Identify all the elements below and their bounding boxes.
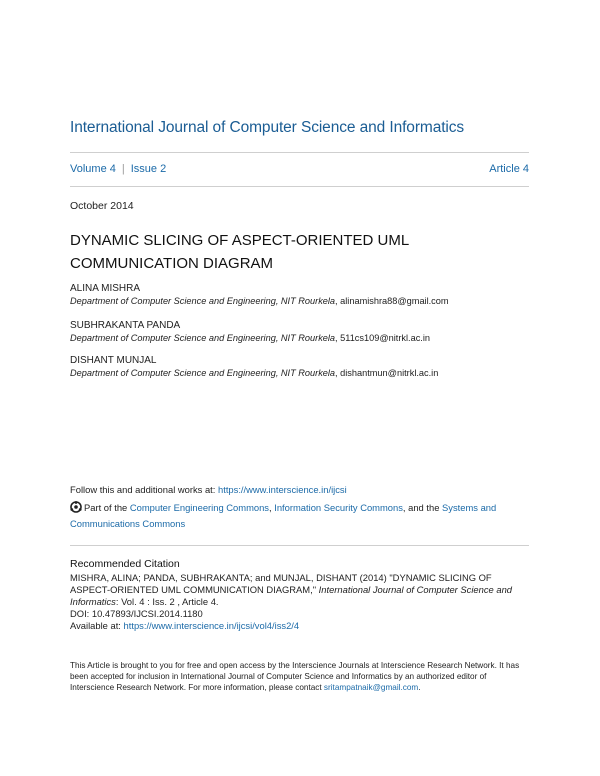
issue-row xyxy=(70,163,529,175)
citation-doi: DOI: 10.47893/IJCSI.2014.1180 xyxy=(70,608,203,619)
network-commons-icon xyxy=(70,501,82,513)
citation-heading: Recommended Citation xyxy=(70,558,180,570)
article-link[interactable]: Article 4 xyxy=(489,163,529,175)
author-name: ALINA MISHRA xyxy=(70,283,141,294)
article-title xyxy=(70,229,510,275)
volume-link[interactable]: Volume 4 xyxy=(70,163,116,175)
part-of-prefix: Part of the xyxy=(84,502,130,513)
follow-line xyxy=(70,484,347,495)
affiliation-text: Department of Computer Science and Engineering, NIT Rourkela xyxy=(70,296,336,306)
part-of-sep: , and the xyxy=(402,502,443,513)
author-affiliation xyxy=(70,368,438,378)
follow-text: Follow this and additional works at: xyxy=(70,484,218,495)
author-email: , dishantmun@nitrkl.ac.in xyxy=(335,368,439,378)
follow-link[interactable]: https://www.interscience.in/ijcsi xyxy=(218,484,347,495)
issue-link[interactable]: Issue 2 xyxy=(130,163,167,175)
affiliation-text: Department of Computer Science and Engineering, NIT Rourkela xyxy=(70,333,336,343)
contact-email-link[interactable]: sritampatnaik@gmail.com xyxy=(323,683,419,692)
citation-journal: International Journal of Computer Science and Informatics xyxy=(70,584,513,607)
affiliation-text: Department of Computer Science and Engineering, NIT Rourkela xyxy=(70,368,336,378)
available-label: Available at: xyxy=(70,620,124,631)
footer-end: . xyxy=(418,683,421,692)
author-email: , alinamishra88@gmail.com xyxy=(335,296,449,306)
systems-communications-commons-link[interactable]: Systems and Communications Commons xyxy=(70,502,497,529)
citation-body: MISHRA, ALINA; PANDA, SUBHRAKANTA; and MUNJAL, DISHANT (2014) "DYNAMIC SLICING OF ASPECT-ORIENTED UML COMMUNICATION DIAGRAM," xyxy=(70,572,492,595)
title-line-2: COMMUNICATION DIAGRAM xyxy=(70,255,274,272)
issue-divider xyxy=(70,186,529,187)
part-of-commons xyxy=(70,500,525,532)
journal-title[interactable]: International Journal of Computer Science and Informatics xyxy=(70,119,465,136)
author-name: DISHANT MUNJAL xyxy=(70,355,157,366)
part-of-sep: , xyxy=(269,502,275,513)
information-security-commons-link[interactable]: Information Security Commons xyxy=(274,502,403,513)
citation-volume: : Vol. 4 : Iss. 2 , Article 4. xyxy=(115,596,219,607)
citation-text xyxy=(70,572,532,632)
separator: | xyxy=(121,163,125,175)
author-name: SUBHRAKANTA PANDA xyxy=(70,320,181,331)
top-divider xyxy=(70,152,529,153)
publication-date: October 2014 xyxy=(70,200,134,212)
author-affiliation xyxy=(70,296,449,306)
title-line-1: DYNAMIC SLICING OF ASPECT-ORIENTED UML xyxy=(70,232,410,249)
footer-notice xyxy=(70,660,530,693)
author-affiliation xyxy=(70,333,430,343)
citation-divider xyxy=(70,545,529,546)
author-email: , 511cs109@nitrkl.ac.in xyxy=(335,333,430,343)
computer-engineering-commons-link[interactable]: Computer Engineering Commons xyxy=(129,502,269,513)
available-link[interactable]: https://www.interscience.in/ijcsi/vol4/iss2/4 xyxy=(123,620,300,631)
footer-text: This Article is brought to you for free and open access by the Interscience Journals at Interscience Research Network. It has been accepted for inclusion in International Journal of Computer Science and Informatics by an authorized editor of Interscience Research Network. For more information, please contact xyxy=(70,661,520,692)
